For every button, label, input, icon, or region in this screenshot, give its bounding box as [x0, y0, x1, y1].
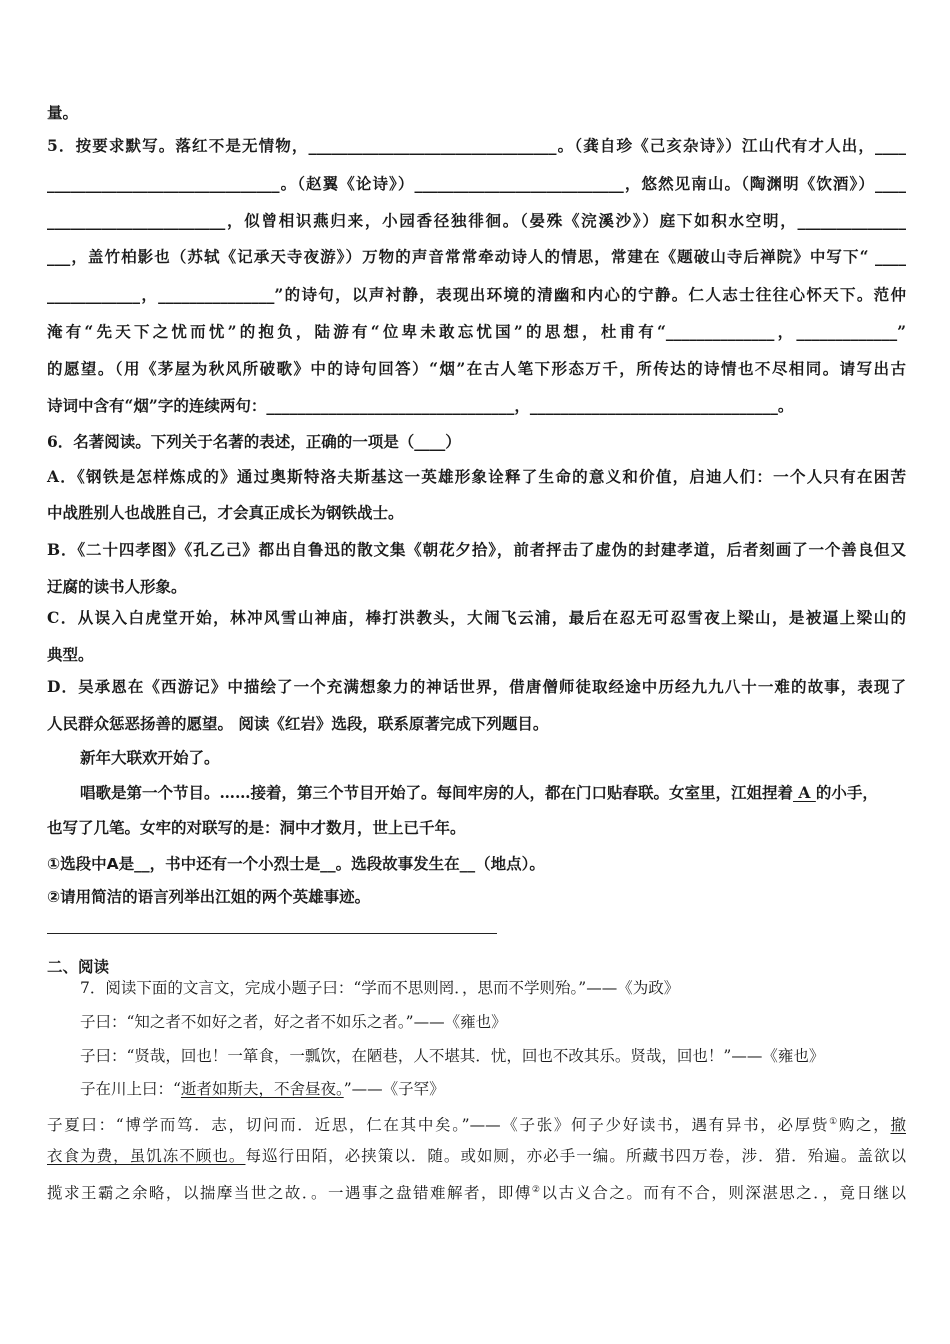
option-d-line-2: 人民群众惩恶扬善的愿望。 阅读《红岩》选段，联系原著完成下列题目。 — [47, 714, 549, 733]
classical-line-3: 子曰：“贤哉，回也！一箪食，一瓢饮，在陋巷，人不堪其．忧，回也不改其乐。贤哉，回也！”——《雍也》 — [80, 1047, 825, 1065]
blank-a: A — [793, 783, 816, 802]
text-line: 量。 — [47, 103, 79, 122]
section-heading: 二、阅读 — [47, 958, 110, 976]
excerpt-line-2: 唱歌是第一个节目。……接着，第三个节目开始了。每间牢房的人，都在门口贴春联。女室里，江姐捏着 A 的小手， — [80, 783, 878, 802]
question-5-line-1: 5．按要求默写。落红不是无情物，________________________________。（龚自珍《己亥杂诗》）江山代有才人出，____ — [47, 136, 906, 155]
question-7-stem: 7．阅读下面的文言文，完成小题子曰：“学而不思则罔．，思而不学则殆。”——《为政》 — [80, 979, 680, 997]
option-b-line-1: B．《二十四孝图》《孔乙己》都出自鲁迅的散文集《朝花夕拾》，前者抨击了虚伪的封建孝道，后者刻画了一个善良但又 — [47, 540, 906, 559]
question-5-line-8: 诗词中含有“烟”字的连续两句：________________________________，________________________________。 — [47, 396, 794, 415]
sub-question-1: ①选段中A是__，书中还有一个小烈士是__。选段故事发生在__（地点）。 — [47, 855, 545, 873]
sub-question-2: ②请用简洁的语言列举出江姐的两个英雄事迹。 — [47, 888, 371, 906]
question-5-line-2: ______________________________。（赵翼《论诗》）___________________________，悠然见南山。（陶渊明《饮酒》）____ — [47, 174, 906, 193]
question-5-line-5: ____________，_______________”的诗句，以声衬静，表现出环境的清幽和内心的宁静。仁人志士往往心怀天下。范仲 — [47, 285, 906, 304]
answer-line — [47, 933, 497, 934]
classical-line-2: 子曰：“知之者不如好之者，好之者不如乐之者。”——《雍也》 — [80, 1013, 507, 1031]
option-a-line-2: 中战胜别人也战胜自己，才会真正成长为钢铁战士。 — [47, 503, 404, 522]
classical-line-6: 衣食为费，虽饥冻不顾也。每巡行田陌，必挟策以．随。或如厕，亦必手一编。所藏书四万卷，涉．猎．殆遍。盖欲以 — [47, 1147, 906, 1165]
option-d-line-1: D．吴承恩在《西游记》中描绘了一个充满想象力的神话世界，借唐僧师徒取经途中历经九九八十一难的故事，表现了 — [47, 677, 906, 696]
option-b-line-2: 迂腐的读书人形象。 — [47, 577, 187, 596]
excerpt-line-3: 也写了几笔。女牢的对联写的是：洞中才数月，世上已千年。 — [47, 818, 466, 837]
option-c-line-2: 典型。 — [47, 645, 94, 664]
excerpt-line-1: 新年大联欢开始了。 — [80, 748, 220, 767]
question-5-line-7: 的愿望。（用《茅屋为秋风所破歌》中的诗句回答）“烟”在古人笔下形态万千，所传达的诗情也不尽相同。请写出古 — [47, 359, 906, 378]
question-5-line-4: ___，盖竹柏影也（苏轼《记承天寺夜游》）万物的声音常常牵动诗人的情思，常建在《题破山寺后禅院》中写下“ ____ — [47, 247, 906, 266]
classical-line-4: 子在川上曰：“逝者如斯夫，不舍昼夜。”——《子罕》 — [80, 1080, 445, 1098]
option-a-line-1: A．《钢铁是怎样炼成的》通过奥斯特洛夫斯基这一英雄形象诠释了生命的意义和价值，启迪人们：一个人只有在困苦 — [47, 467, 906, 486]
underlined-phrase: 逝者如斯夫，不舍昼夜。 — [180, 1080, 344, 1098]
question-6-stem: 6．名著阅读。下列关于名著的表述，正确的一项是（____） — [47, 432, 461, 451]
underlined-sentence: 衣食为费，虽饥冻不顾也。 — [47, 1147, 246, 1165]
question-5-line-6: 淹有“先天下之忧而忧”的抱负，陆游有“位卑未敢忘忧国”的思想，杜甫有“______________，_____________” — [47, 322, 906, 341]
option-c-line-1: C．从误入白虎堂开始，林冲风雪山神庙，棒打洪教头，大闹飞云浦，最后在忍无可忍雪夜上梁山，是被逼上梁山的 — [47, 608, 906, 627]
question-5-line-3: _______________________，似曾相识燕归来，小园香径独徘徊。（晏殊《浣溪沙》）庭下如积水空明，______________ — [47, 211, 906, 230]
classical-line-7: 揽求王霸之余略，以揣摩当世之故．。一遇事之盘错难解者，即傅②以古义合之。而有不合，则深湛思之．，竟日继以 — [47, 1184, 906, 1203]
classical-line-5: 子夏曰：“博学而笃．志，切问而．近思，仁在其中矣。”——《子张》何子少好读书，遇有异书，必厚赀①购之，撤 — [47, 1116, 906, 1135]
